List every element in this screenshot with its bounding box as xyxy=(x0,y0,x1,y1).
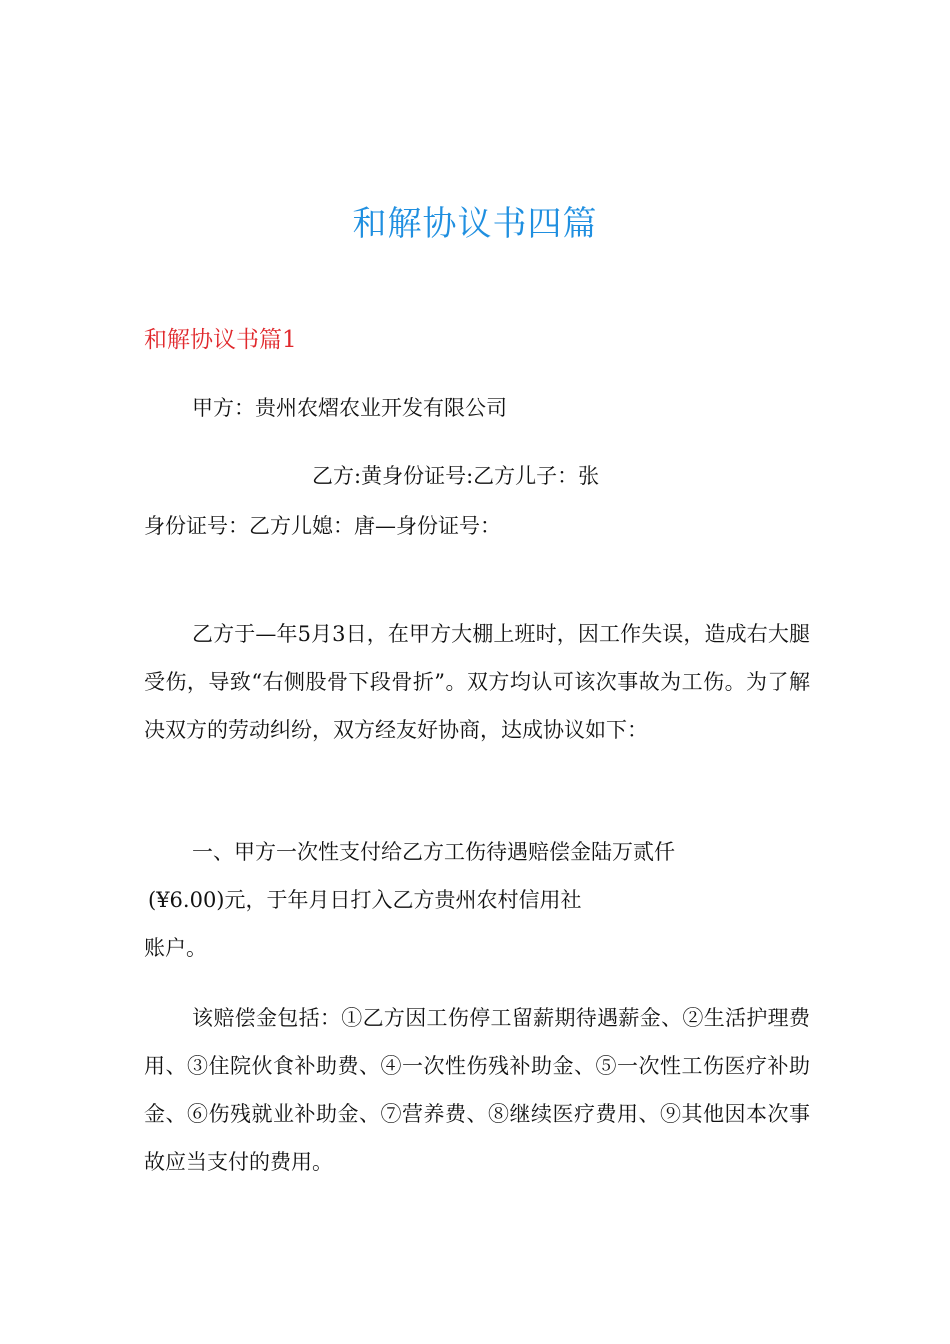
party-b-line-1: 乙方:黄身份证号:乙方儿子：张 xyxy=(312,464,600,488)
section-heading: 和解协议书篇1 xyxy=(144,327,297,353)
clause-1-line-2: (¥6.00)元，于年月日打入乙方贵州农村信用社 xyxy=(148,888,582,912)
party-a-line: 甲方：贵州农熠农业开发有限公司 xyxy=(192,396,507,420)
incident-paragraph: 乙方于—年5月3日，在甲方大棚上班时，因工作失误，造成右大腿受伤，导致“右侧股骨下段骨折”。双方均认可该次事故为工伤。为了解决双方的劳动纠纷，双方经友好协商，达成协议如下： xyxy=(144,622,810,742)
document-title: 和解协议书四篇 xyxy=(352,204,598,244)
clause-1-line-3: 账户。 xyxy=(144,936,207,960)
party-b-line-2: 身份证号：乙方儿媳：唐—身份证号： xyxy=(144,514,501,538)
clause-1-line-1: 一、甲方一次性支付给乙方工伤待遇赔偿金陆万贰仟 xyxy=(192,840,675,864)
compensation-paragraph: 该赔偿金包括：①乙方因工伤停工留薪期待遇薪金、②生活护理费用、③住院伙食补助费、④一次性伤残补助金、⑤一次性工伤医疗补助金、⑥伤残就业补助金、⑦营养费、⑧继续医疗费用、⑨其他因本次事故应当支付的费用。 xyxy=(144,1006,810,1174)
